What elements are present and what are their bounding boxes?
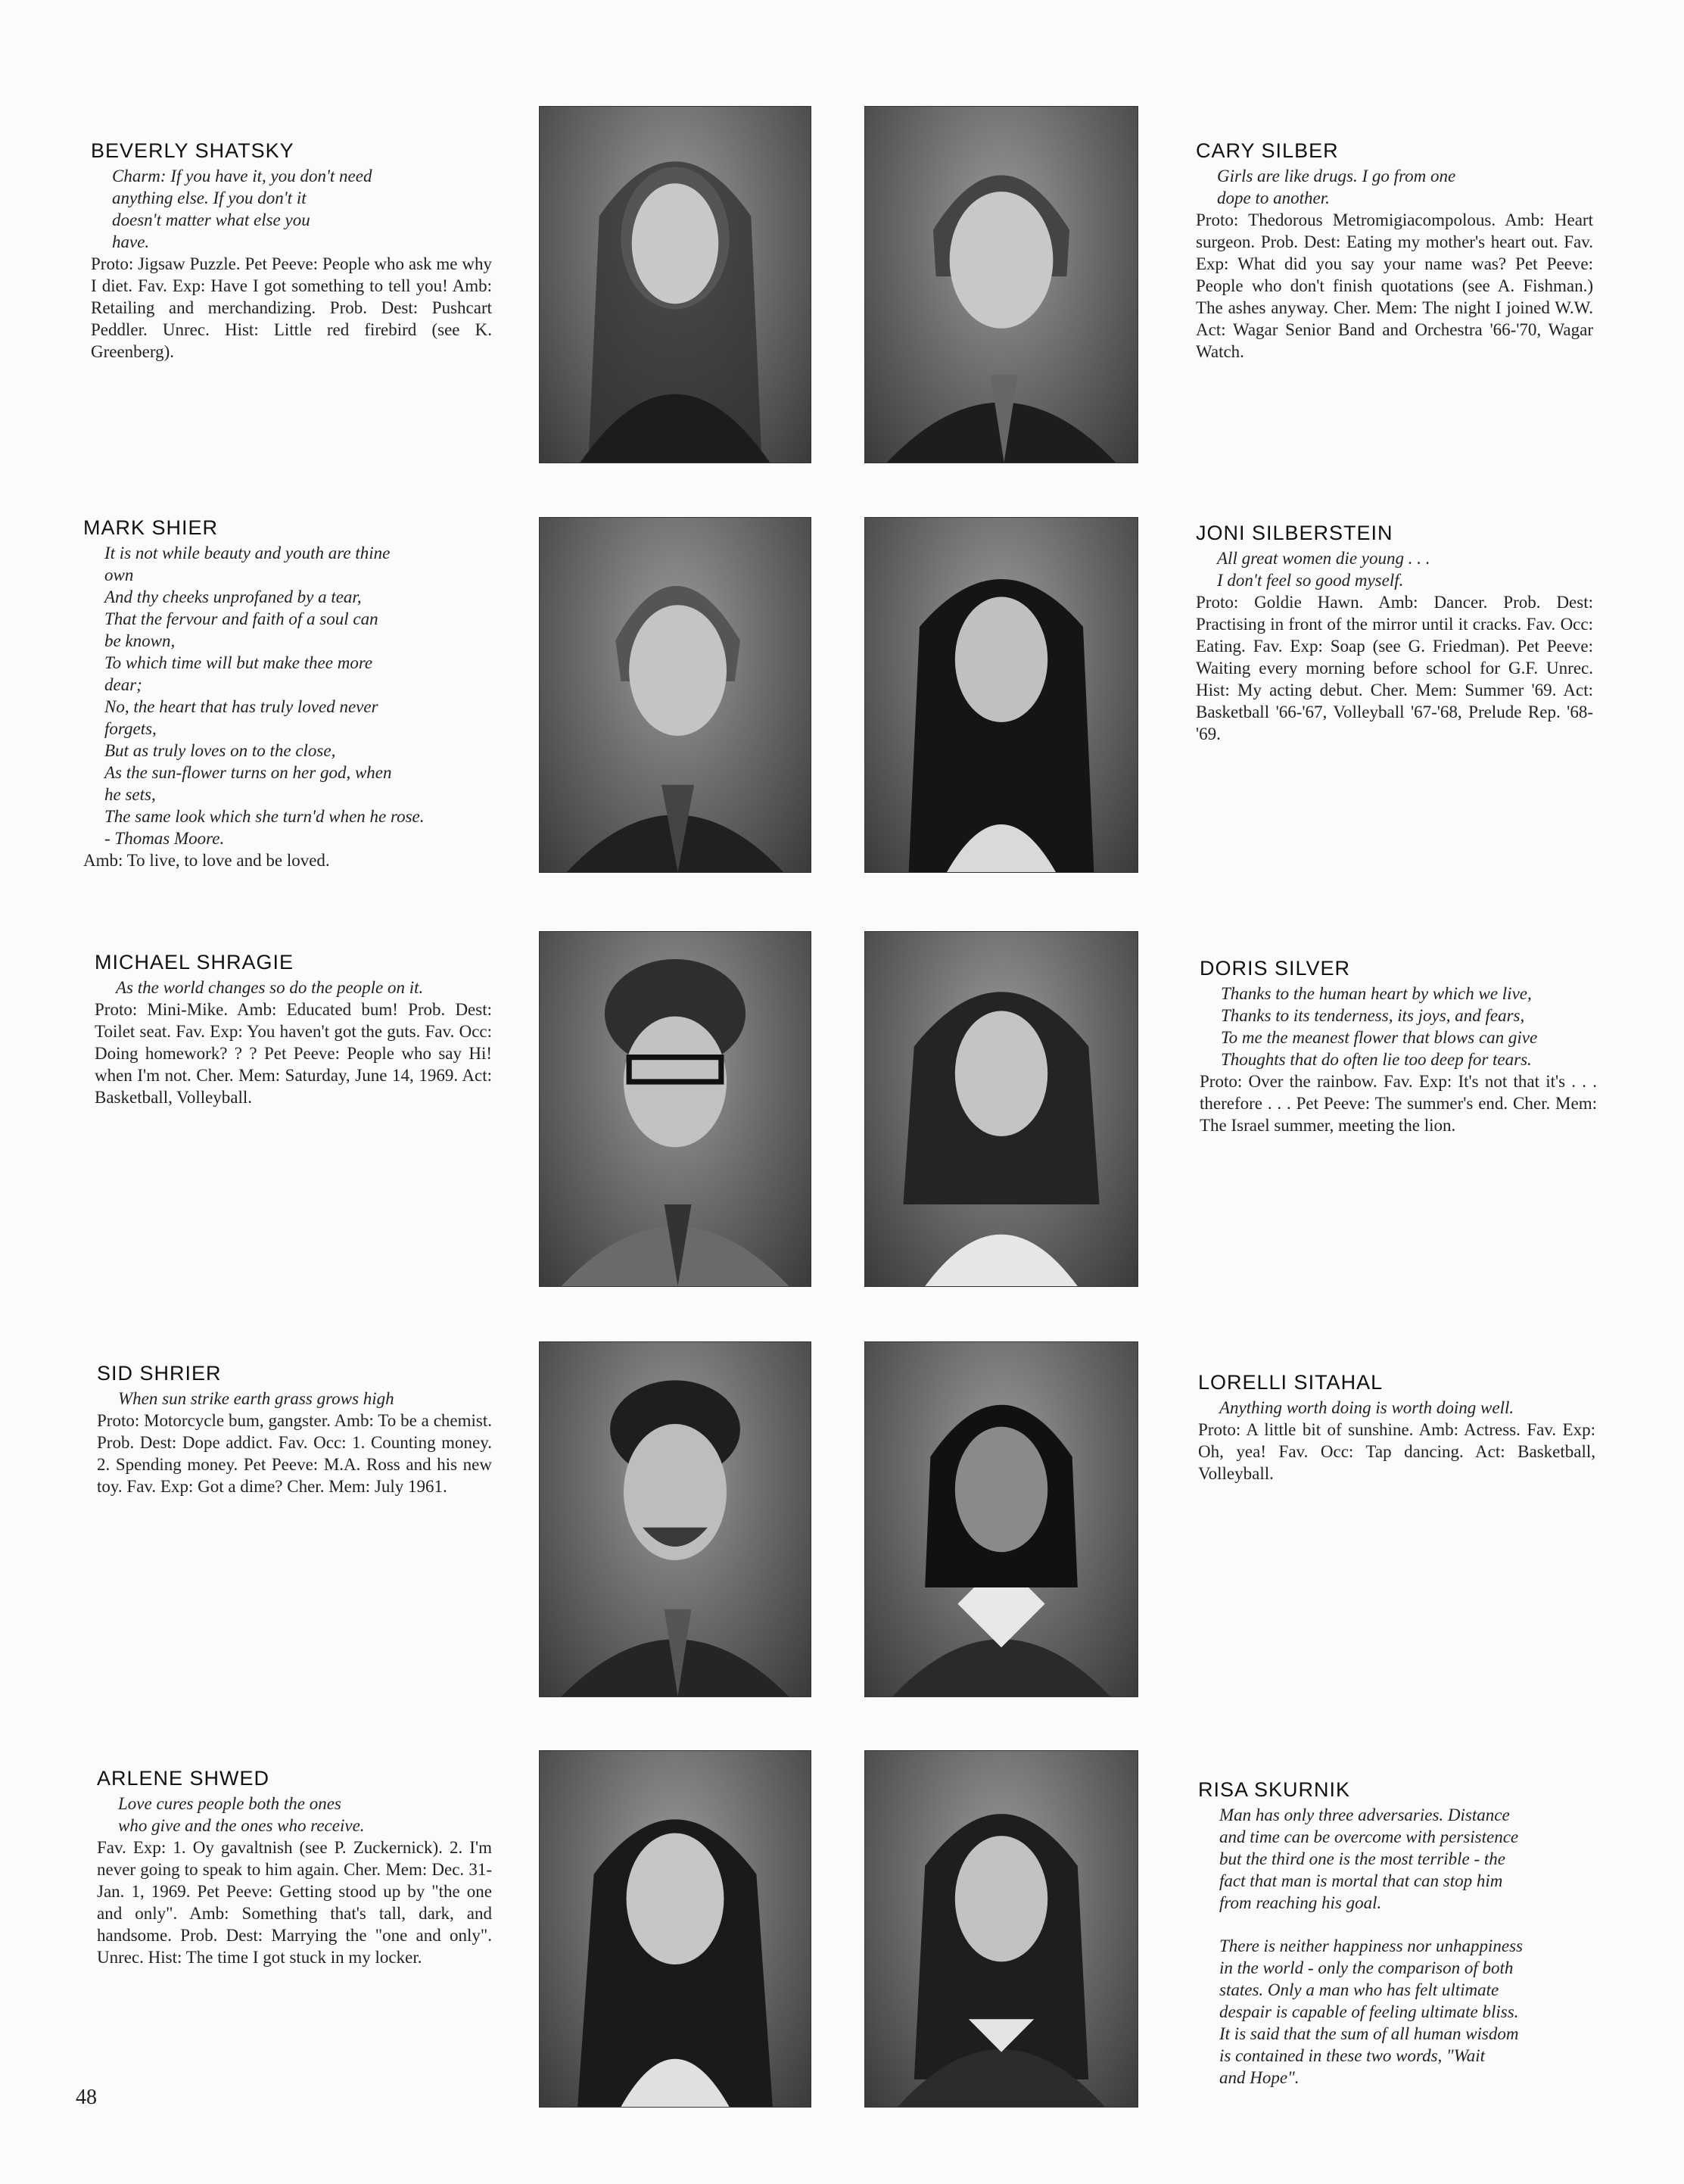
student-bio: Proto: Jigsaw Puzzle. Pet Peeve: People who ask me why I diet. Fav. Exp: Have I got something to tell you! Amb: Retailing and merchandizing. Prob. Dest: Pushcart Peddler. Unrec. Hist: Little red firebird (see K. Greenberg). <box>91 254 492 361</box>
entry-arlene-shwed <box>97 1768 492 1968</box>
student-quote-second: There is neither happiness nor unhappiness in the world - only the comparison of both states. Only a man who has felt ultimate despair is capable of feeling ultimate bliss. It is said that the sum of all human wisdom is contained in these two words, "Wait and Hope". <box>1219 1936 1523 2087</box>
page-number: 48 <box>76 2086 97 2109</box>
student-quote: Anything worth doing is worth doing well. <box>1219 1398 1514 1417</box>
student-quote: Charm: If you have it, you don't need anything else. If you don't it doesn't matter what else you have. <box>112 167 372 251</box>
portrait-photo <box>539 106 811 463</box>
student-name: JONI SILBERSTEIN <box>1196 522 1393 544</box>
student-name: ARLENE SHWED <box>97 1767 270 1790</box>
entry-mark-shier <box>83 517 492 871</box>
student-quote: Love cures people both the ones who give and the ones who receive. <box>118 1794 365 1835</box>
entry-doris-silver <box>1200 958 1597 1136</box>
entry-cary-silber <box>1196 140 1593 363</box>
student-name: MARK SHIER <box>83 516 219 539</box>
portrait-photo <box>864 931 1138 1287</box>
student-bio: Proto: A little bit of sunshine. Amb: Actress. Fav. Exp: Oh, yea! Fav. Occ: Tap dancing. Act: Basketball, Volleyball. <box>1198 1420 1595 1483</box>
portrait-photo <box>539 1750 811 2108</box>
entry-lorelli-sitahal <box>1198 1372 1595 1485</box>
student-bio: Fav. Exp: 1. Oy gavaltnish (see P. Zuckernick). 2. I'm never going to speak to him again. Cher. Mem: Dec. 31-Jan. 1, 1969. Pet Peeve: Getting stood up by "the one and only". Amb: Something that's tall, dark, and handsome. Prob. Dest: Marrying the "one and only". Unrec. Hist: The time I got stuck in my locker. <box>97 1838 492 1967</box>
student-quote: When sun strike earth grass grows high <box>118 1389 394 1408</box>
portrait-photo <box>864 106 1138 463</box>
student-bio: Proto: Thedorous Metromigiacompolous. Amb: Heart surgeon. Prob. Dest: Eating my mother's heart out. Fav. Exp: What did you say your name was? Pet Peeve: People who don't finish quotations (see A. Fishman.) The ashes anyway. Cher. Mem: The night I joined W.W. Act: Wagar Senior Band and Orchestra '66-'70, Wagar Watch. <box>1196 210 1593 361</box>
student-quote: Girls are like drugs. I go from one dope to another. <box>1217 167 1456 207</box>
entry-michael-shragie <box>95 952 492 1108</box>
entry-beverly-shatsky <box>91 140 492 363</box>
student-name: RISA SKURNIK <box>1198 1778 1351 1801</box>
student-name: MICHAEL SHRAGIE <box>95 951 294 974</box>
student-quote: All great women die young . . . I don't feel so good myself. <box>1217 549 1430 590</box>
student-quote: As the world changes so do the people on it. <box>116 978 424 997</box>
student-quote: It is not while beauty and youth are thine own And thy cheeks unprofaned by a tear, That the fervour and faith of a soul can be known, To which time will but make thee more dear; No, the heart that has truly loved never forgets, But as truly loves on to the close, As the sun-flower turns on her god, when he sets, The same look which she turn'd when he rose. - Thomas Moore. <box>104 544 425 848</box>
portrait-photo <box>864 1341 1138 1697</box>
student-name: SID SHRIER <box>97 1362 222 1385</box>
portrait-photo <box>539 1341 811 1697</box>
student-bio: Proto: Over the rainbow. Fav. Exp: It's not that it's . . . therefore . . . Pet Peeve: The summer's end. Cher. Mem: The Israel summer, meeting the lion. <box>1200 1072 1597 1135</box>
portrait-photo <box>864 1750 1138 2108</box>
portrait-photo <box>864 517 1138 873</box>
student-name: CARY SILBER <box>1196 139 1339 162</box>
student-bio: Proto: Motorcycle bum, gangster. Amb: To be a chemist. Prob. Dest: Dope addict. Fav. Occ: 1. Counting money. 2. Spending money. Pet Peeve: M.A. Ross and his new toy. Fav. Exp: Got a dime? Cher. Mem: July 1961. <box>97 1411 492 1496</box>
portrait-photo <box>539 931 811 1287</box>
student-name: LORELLI SITAHAL <box>1198 1371 1384 1394</box>
student-quote: Man has only three adversaries. Distance and time can be overcome with persistence but the third one is the most terrible - the fact that man is mortal that can stop him from reaching his goal. <box>1219 1805 1519 1912</box>
student-quote: Thanks to the human heart by which we live, Thanks to its tenderness, its joys, and fears, To me the meanest flower that blows can give Thoughts that do often lie too deep for tears. <box>1221 984 1538 1069</box>
student-name: BEVERLY SHATSKY <box>91 139 294 162</box>
student-bio: Amb: To live, to love and be loved. <box>83 851 330 870</box>
portrait-photo <box>539 517 811 873</box>
student-bio: Proto: Goldie Hawn. Amb: Dancer. Prob. Dest: Practising in front of the mirror until it cracks. Fav. Occ: Eating. Fav. Exp: Soap (see G. Friedman). Pet Peeve: Waiting every morning before school for G.F. Unrec. Hist: My acting debut. Cher. Mem: Summer '69. Act: Basketball '66-'67, Volleyball '67-'68, Prelude Rep. '68-'69. <box>1196 593 1593 743</box>
entry-sid-shrier <box>97 1363 492 1497</box>
student-name: DORIS SILVER <box>1200 957 1351 980</box>
entry-risa-skurnik <box>1198 1779 1595 2089</box>
entry-joni-silberstein <box>1196 522 1593 745</box>
student-bio: Proto: Mini-Mike. Amb: Educated bum! Prob. Dest: Toilet seat. Fav. Exp: You haven't got the guts. Fav. Occ: Doing homework? ? ? Pet Peeve: People who say Hi! when I'm not. Cher. Mem: Saturday, June 14, 1969. Act: Basketball, Volleyball. <box>95 1000 492 1107</box>
